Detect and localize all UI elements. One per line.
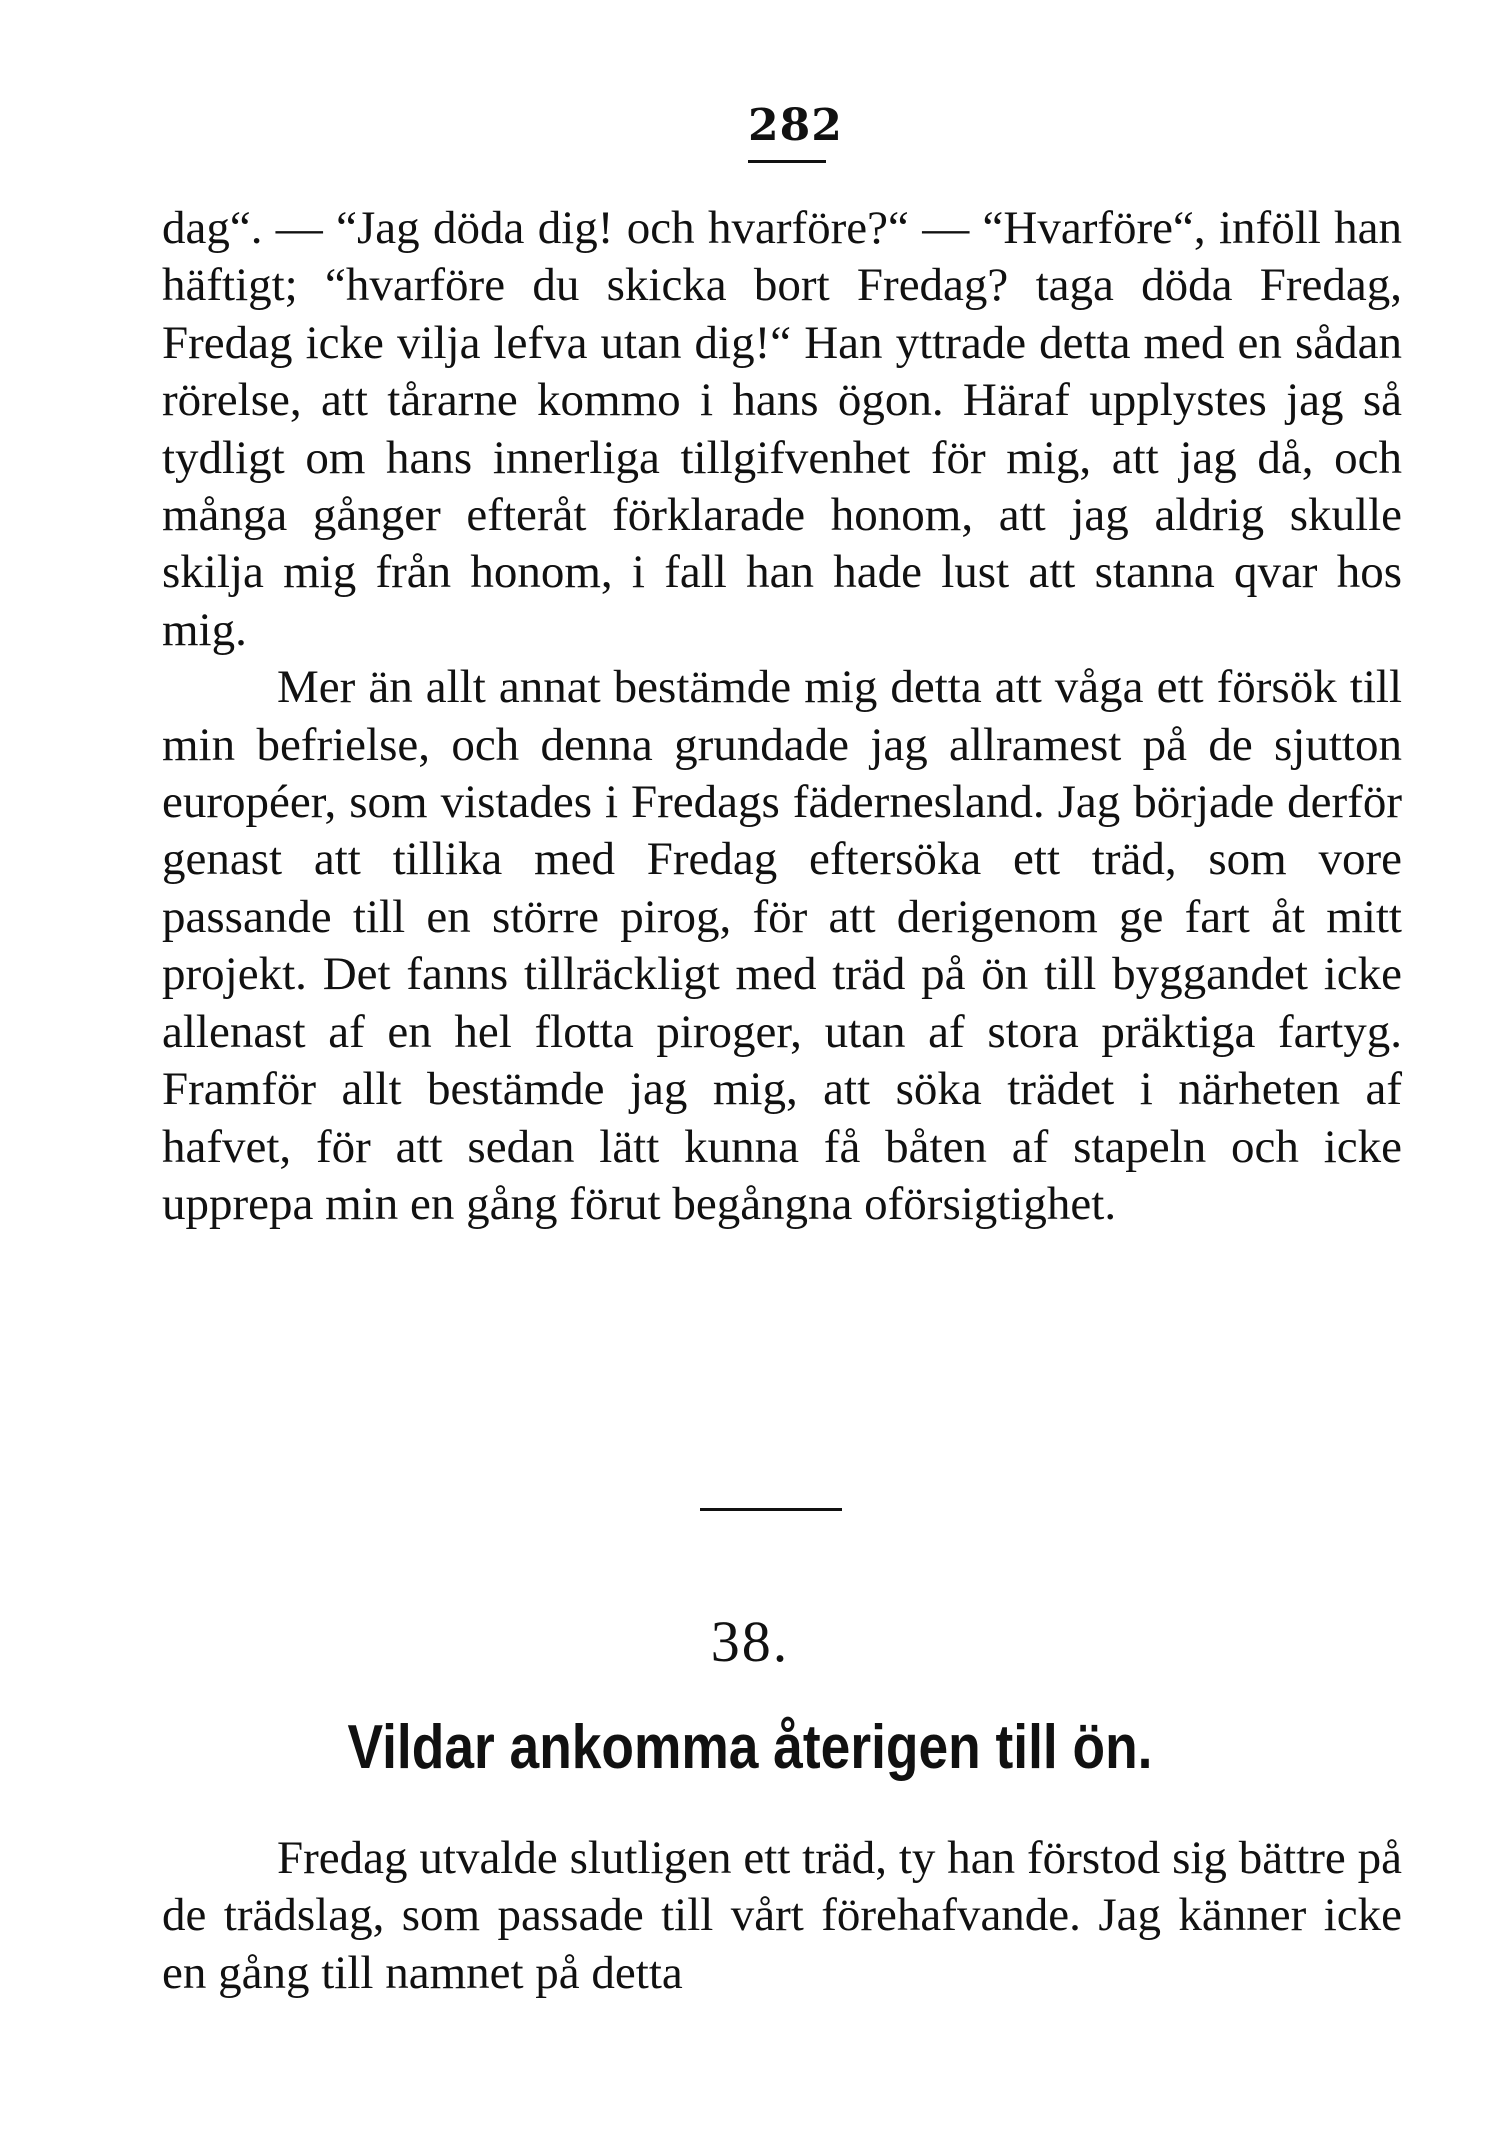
text-line: Fredag utvalde slutligen ett träd, ty han förstod [277,1832,1161,1884]
text-line: stanna qvar hos mig. [162,546,1403,656]
paragraph-chapter-start [162,1830,1402,2002]
text-line: sig bättre på de trädslag, som passade till vårt förehaf [162,1832,1402,1942]
text-line: trädet i närheten af hafvet, för att sedan lätt kunna få [162,1063,1402,1173]
page-number: 282 [748,100,843,151]
text-line: många gånger efteråt förklarade honom, att jag aldrig [162,489,1265,542]
body-text-top [162,200,1402,1233]
text-line: skulle skilja mig från honom, i fall han hade lust att [162,489,1402,599]
page-number-underline [748,160,826,163]
text-line: Det fanns tillräckligt med träd på ön till byggandet [322,948,1308,1001]
text-line: tiga fartyg. Framför allt bestämde jag mig, att söka [162,1005,1403,1116]
section-divider [700,1508,842,1511]
chapter-number: 38. [710,1609,790,1674]
paragraph-continued [162,200,1402,659]
text-line: om hans innerliga tillgifvenhet för mig, att jag då, och [305,431,1402,484]
text-line: större pirog, för att derigenom ge fart åt mitt projekt. [162,890,1402,1001]
text-line: fädernesland. Jag började derför genast att tillika med [162,776,1402,886]
text-line: Fredag eftersöka ett träd, som vore passande till en [162,833,1403,943]
text-line: inföll han häftigt; “hvarföre du skicka bort Fredag? [162,202,1403,312]
text-line: kommo i hans ögon. Häraf upplystes jag så tydligt [162,374,1402,484]
text-line: Mer än allt annat bestämde mig detta att våga ett [277,661,1204,714]
text-line: båten af stapeln och icke upprepa min en gång förut [162,1120,1403,1230]
text-line: mest på de sjutton européer, som vistades i Fredags [162,718,1402,829]
text-line: Han yttrade detta med en sådan rörelse, att tårarne [162,316,1403,427]
text-line: dag“. — “Jag döda dig! och hvarföre?“ — “Hvarföre“, [162,202,1206,254]
chapter-title: Vildar ankomma återigen till ön. [347,1713,1153,1782]
text-line: begångna oförsigtighet. [672,1177,1117,1230]
text-line: försök till min befrielse, och denna grundade jag allra [162,661,1403,771]
body-text-chapter [162,1830,1402,2002]
paragraph-befrielse [162,659,1402,1233]
text-line: vande. Jag känner icke en gång till namnet på detta [162,1889,1402,1999]
text-line: taga döda Fredag, Fredag icke vilja lefva utan dig!“ [162,259,1403,369]
text-line: icke allenast af en hel flotta piroger, utan af stora präk [162,948,1403,1058]
